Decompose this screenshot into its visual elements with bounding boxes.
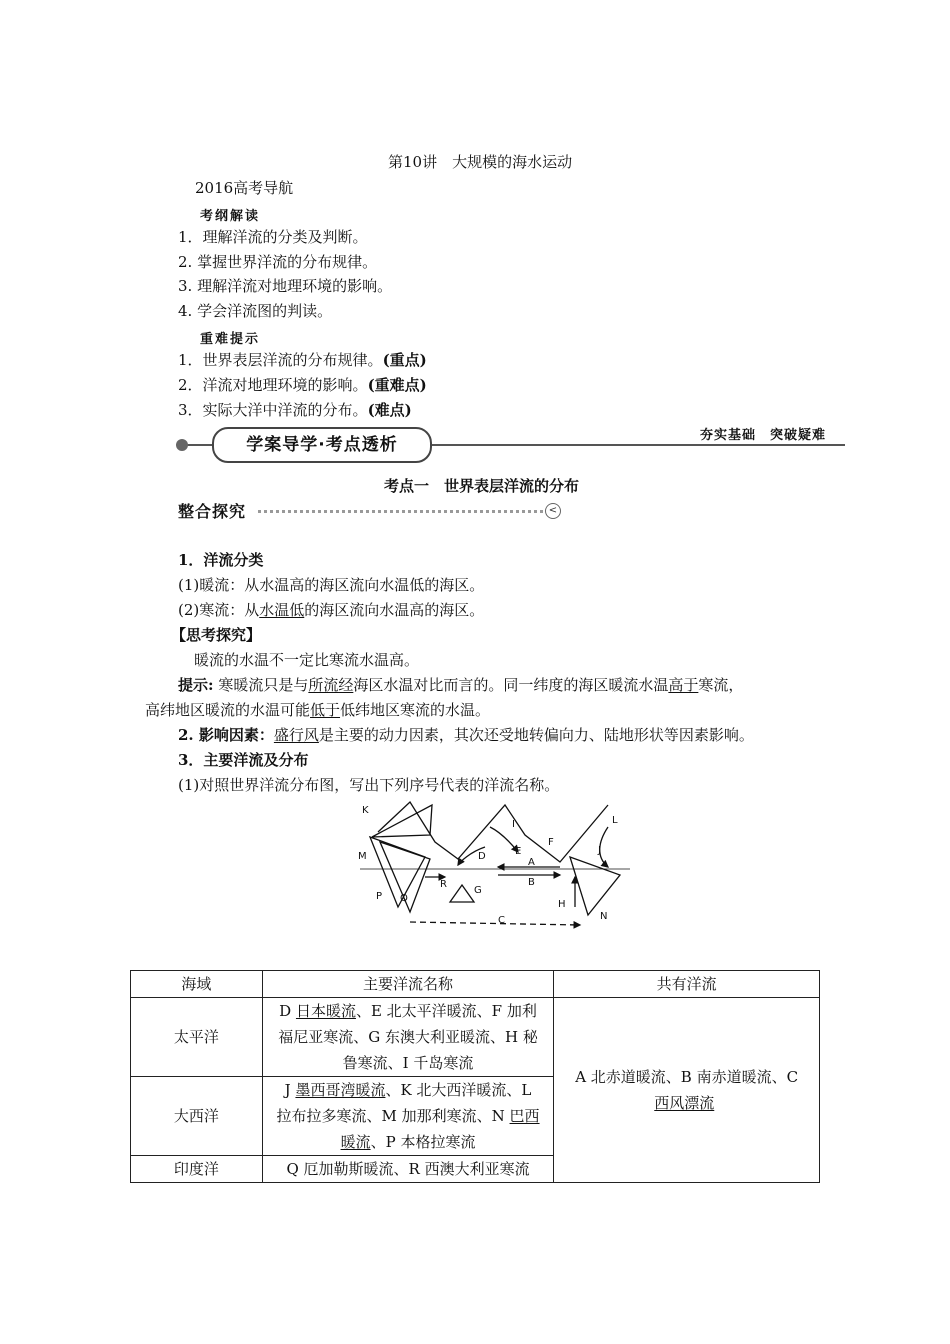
- point-title: 考点一 世界表层洋流的分布: [384, 477, 580, 495]
- table-header: 海域: [131, 971, 263, 998]
- section-dots: [258, 510, 543, 513]
- table-cell-common: A 北赤道暖流、B 南赤道暖流、C 西风漂流: [554, 998, 820, 1183]
- map-continent-right: [570, 857, 620, 915]
- map-label: N: [600, 911, 608, 922]
- key-point-2: 2．洋流对地理环境的影响。(重难点): [178, 376, 427, 394]
- map-current-i: [490, 827, 518, 852]
- map-current-c: [410, 922, 580, 925]
- banner-title: 学案导学·考点透析: [212, 427, 432, 463]
- currents-table: [130, 970, 820, 1183]
- map-label: H: [558, 899, 566, 910]
- syllabus-item-4: 4. 学会洋流图的判读。: [178, 302, 333, 320]
- map-island: [450, 885, 474, 902]
- table-cell-currents: Q 厄加勒斯暖流、R 西澳大利亚寒流: [262, 1156, 553, 1183]
- s1-warm: (1)暖流：从水温高的海区流向水温低的海区。: [178, 576, 485, 594]
- table-cell-sea: 太平洋: [131, 998, 263, 1077]
- hint-line-2: 高纬地区暖流的水温可能低于低纬地区寒流的水温。: [145, 701, 491, 719]
- map-label: K: [362, 805, 369, 816]
- table-cell-sea: 大西洋: [131, 1077, 263, 1156]
- map-label: F: [548, 837, 554, 848]
- map-label: D: [478, 851, 486, 862]
- key-label: 重难提示: [200, 332, 261, 347]
- banner-right-text: 夯实基础 突破疑难: [700, 428, 827, 443]
- key-point-1: 1．世界表层洋流的分布规律。(重点): [178, 351, 427, 369]
- key-point-3: 3．实际大洋中洋流的分布。(难点): [178, 401, 412, 419]
- map-label: C: [498, 915, 505, 926]
- table-cell-currents: J 墨西哥湾暖流、K 北大西洋暖流、L 拉布拉多寒流、M 加那利寒流、N 巴西 暖流、P 本格拉寒流: [262, 1077, 553, 1156]
- map-label: G: [474, 885, 482, 896]
- map-label: M: [358, 851, 367, 862]
- table-cell-currents: D 日本暖流、E 北太平洋暖流、F 加利 福尼亚寒流、G 东澳大利亚暖流、H 秘 鲁寒流、I 千岛寒流: [262, 998, 553, 1077]
- map-label: I: [512, 819, 515, 830]
- map-label: A: [528, 857, 535, 868]
- s3-intro: (1)对照世界洋流分布图，写出下列序号代表的洋流名称。: [178, 776, 560, 794]
- map-label: P: [376, 891, 383, 902]
- syllabus-item-2: 2. 掌握世界洋流的分布规律。: [178, 253, 378, 271]
- table-header: 共有洋流: [554, 971, 820, 998]
- map-current-j: [600, 827, 608, 867]
- map-label: B: [528, 877, 535, 888]
- ocean-current-map: [350, 797, 635, 932]
- hint-line-1: 提示: 寒暖流只是与所流经海区水温对比而言的。同一纬度的海区暖流水温高于寒流，: [178, 676, 744, 694]
- syllabus-item-3: 3. 理解洋流对地理环境的影响。: [178, 277, 393, 295]
- map-label: E: [515, 846, 522, 857]
- map-label: L: [612, 815, 618, 826]
- map-label: R: [440, 879, 447, 890]
- nav-title: 2016高考导航: [195, 179, 294, 197]
- lesson-title: 第10讲 大规模的海水运动: [388, 153, 573, 171]
- table-cell-sea: 印度洋: [131, 1156, 263, 1183]
- banner-dot: [176, 439, 188, 451]
- s1-cold: (2)寒流：从水温低的海区流向水温高的海区。: [178, 601, 485, 619]
- map-label: Q: [400, 893, 408, 904]
- s2-line: 2. 影响因素：盛行风是主要的动力因素，其次还受地转偏向力、陆地形状等因素影响。: [178, 726, 754, 744]
- s3-title: 3．主要洋流及分布: [178, 751, 309, 769]
- table-header: 主要洋流名称: [262, 971, 553, 998]
- table-header-row: [131, 971, 820, 998]
- syllabus-label: 考纲解读: [200, 209, 261, 224]
- chevron-left-icon: <: [545, 503, 561, 519]
- section-label: 整合探究: [178, 502, 247, 521]
- s1-title: 1．洋流分类: [178, 551, 264, 569]
- think-label: 【思考探究】: [171, 626, 262, 644]
- syllabus-item-1: 1．理解洋流的分类及判断。: [178, 228, 368, 246]
- table-row: [131, 998, 820, 1077]
- map-label: J: [598, 845, 601, 856]
- think-text: 暖流的水温不一定比寒流水温高。: [194, 651, 420, 669]
